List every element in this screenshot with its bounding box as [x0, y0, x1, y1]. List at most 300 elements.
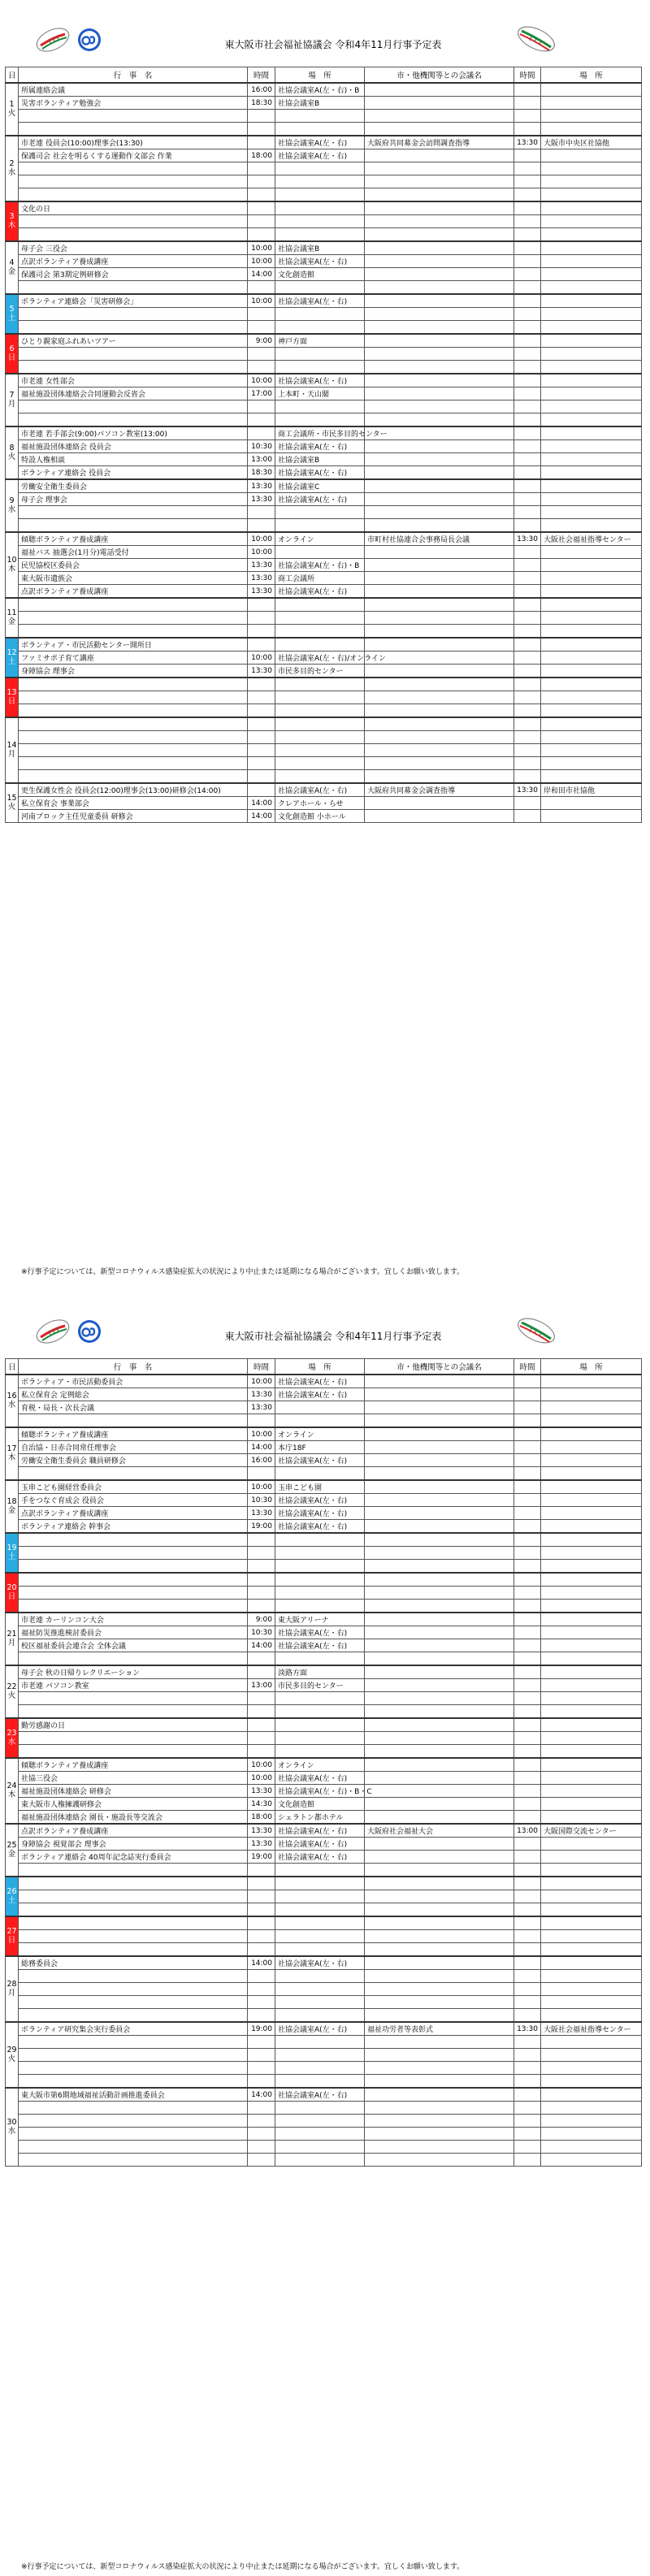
table-row [6, 1613, 642, 1626]
table-row [6, 123, 642, 136]
table-row [6, 110, 642, 123]
event-time: 19:00 [248, 1520, 275, 1534]
other-event-time [514, 479, 541, 493]
other-event-place [541, 1877, 642, 1890]
other-event-place [541, 731, 642, 744]
event-place: 文化創造館 小ホール [275, 810, 365, 823]
event-place: クレアホール・らせ [275, 797, 365, 810]
event-time: 18:30 [248, 97, 275, 110]
other-event-place [541, 294, 642, 308]
table-row [6, 1732, 642, 1745]
event-time [248, 691, 275, 704]
day-weekday: 水 [7, 1400, 16, 1409]
event-name [19, 2009, 248, 2023]
table-row [6, 1758, 642, 1772]
event-name [19, 215, 248, 228]
event-place: 社協会議室A(左・右) [275, 1824, 365, 1838]
other-event-place [541, 2009, 642, 2023]
other-event-name [365, 1851, 514, 1864]
event-name [19, 1930, 248, 1943]
table-row [6, 1877, 642, 1890]
day-number: 22 [6, 1682, 17, 1691]
event-time: 18:00 [248, 1811, 275, 1825]
event-time [248, 598, 275, 612]
other-event-place [541, 1772, 642, 1785]
table-row [6, 1824, 642, 1838]
event-place: 社協会議室A(左・右) [275, 466, 365, 480]
other-event-place [541, 1943, 642, 1957]
other-event-name [365, 770, 514, 784]
event-time: 10:30 [248, 1494, 275, 1507]
other-event-name [365, 255, 514, 268]
day-weekday: 木 [7, 564, 16, 574]
event-place: オンライン [275, 532, 365, 546]
header-other-event: 市・他機関等との会議名 [365, 1359, 514, 1375]
schedule-page-1 [0, 0, 650, 1276]
other-event-time [514, 453, 541, 466]
other-event-name [365, 2128, 514, 2141]
event-name [19, 2154, 248, 2167]
table-row [6, 2075, 642, 2089]
table-row [6, 255, 642, 268]
schedule-page-2 [0, 1292, 650, 2571]
day-cell [6, 334, 19, 374]
other-event-place [541, 1864, 642, 1877]
event-time: 10:00 [248, 1772, 275, 1785]
table-row [6, 1665, 642, 1679]
event-time [248, 400, 275, 413]
event-time [248, 678, 275, 691]
table-row [6, 665, 642, 678]
event-place [275, 228, 365, 242]
other-event-place [541, 1639, 642, 1652]
event-name [19, 625, 248, 639]
event-name: 更生保護女性会 役員会(12:00)理事会(13:00)研修会(14:00) [19, 783, 248, 797]
event-time [248, 2102, 275, 2115]
other-event-place [541, 1613, 642, 1626]
event-place [275, 2009, 365, 2023]
page-title: 東大阪市社会福祉協議会 令和4年11月行事予定表 [224, 39, 442, 50]
header-place: 場 所 [275, 67, 365, 84]
other-event-place [541, 2049, 642, 2062]
event-name [19, 717, 248, 731]
table-row [6, 493, 642, 506]
event-name: ボランティア・市民活動センター開所日 [19, 638, 248, 652]
event-place: 社協会議室A(左・右) [275, 1388, 365, 1401]
other-event-place [541, 1838, 642, 1851]
other-event-name [365, 1838, 514, 1851]
event-place: 社協会議室A(左・右)/オンライン [275, 652, 365, 665]
event-time [248, 638, 275, 652]
event-time [248, 228, 275, 242]
event-name: 東大阪市遺族会 [19, 572, 248, 585]
day-cell [6, 1533, 19, 1573]
other-event-name [365, 348, 514, 361]
event-time: 14:00 [248, 2088, 275, 2102]
event-time: 13:30 [248, 1838, 275, 1851]
other-event-place [541, 1520, 642, 1534]
other-event-time [514, 1718, 541, 1732]
event-name: 総務委員会 [19, 1956, 248, 1970]
event-place [275, 215, 365, 228]
table-row [6, 215, 642, 228]
other-event-time [514, 255, 541, 268]
rugby-ball-icon [512, 23, 561, 55]
day-cell [6, 1665, 19, 1718]
event-place: 社協会議室B [275, 97, 365, 110]
day-number: 2 [9, 158, 15, 168]
event-place [275, 638, 365, 652]
day-weekday: 木 [7, 220, 16, 230]
event-time [248, 1705, 275, 1719]
other-event-time [514, 1970, 541, 1983]
other-event-name [365, 1375, 514, 1388]
event-name [19, 1600, 248, 1613]
other-event-place [541, 691, 642, 704]
other-event-time [514, 188, 541, 202]
day-number: 8 [9, 443, 15, 452]
other-event-name [365, 1665, 514, 1679]
event-place [275, 1600, 365, 1613]
other-event-place [541, 810, 642, 823]
other-event-name [365, 1507, 514, 1520]
table-row [6, 188, 642, 202]
event-name: 労働安全衛生委員会 職員研修会 [19, 1454, 248, 1467]
table-row [6, 175, 642, 188]
event-time [248, 2115, 275, 2128]
other-event-place [541, 638, 642, 652]
other-event-name [365, 1970, 514, 1983]
other-event-time [514, 1916, 541, 1930]
table-row [6, 731, 642, 744]
day-weekday: 火 [7, 452, 16, 461]
table-row [6, 1547, 642, 1560]
other-event-time [514, 2049, 541, 2062]
other-event-name [365, 83, 514, 97]
table-row [6, 2115, 642, 2128]
table-row [6, 308, 642, 321]
other-event-time [514, 123, 541, 136]
other-event-place [541, 1718, 642, 1732]
event-place [275, 361, 365, 374]
day-number: 25 [6, 1840, 17, 1850]
event-name: 福祉施設団体連絡会 研修会 [19, 1785, 248, 1798]
event-time: 13:00 [248, 453, 275, 466]
table-row [6, 2141, 642, 2154]
event-place [275, 1718, 365, 1732]
other-event-name [365, 1983, 514, 1996]
other-event-name [365, 400, 514, 413]
other-event-name [365, 2102, 514, 2115]
event-time: 16:00 [248, 1454, 275, 1467]
other-event-time [514, 1454, 541, 1467]
table-row [6, 1375, 642, 1388]
event-time [248, 2036, 275, 2049]
day-cell [6, 2022, 19, 2088]
other-event-name [365, 413, 514, 427]
other-event-time [514, 572, 541, 585]
other-event-name [365, 479, 514, 493]
day-weekday: 土 [7, 656, 16, 666]
event-name [19, 281, 248, 295]
other-event-place: 岸和田市社協他 [541, 783, 642, 797]
event-place [275, 1414, 365, 1428]
other-event-name [365, 308, 514, 321]
day-cell [6, 532, 19, 598]
event-time [248, 215, 275, 228]
other-event-name [365, 717, 514, 731]
event-name: 自治協・日赤合同常任理事会 [19, 1441, 248, 1454]
other-event-name [365, 1943, 514, 1957]
event-time [248, 426, 275, 440]
other-event-place [541, 2102, 642, 2115]
other-event-name [365, 149, 514, 162]
day-number: 5 [9, 304, 15, 314]
day-cell [6, 598, 19, 638]
other-event-name [365, 1903, 514, 1917]
other-event-place [541, 1626, 642, 1639]
other-event-place [541, 188, 642, 202]
other-event-name: 大阪府共同募金会調査指導 [365, 783, 514, 797]
event-time [248, 1732, 275, 1745]
table-row [6, 1454, 642, 1467]
day-weekday: 月 [7, 1988, 16, 1998]
event-place: 社協会議室A(左・右) [275, 1639, 365, 1652]
other-event-time [514, 175, 541, 188]
other-event-time [514, 1772, 541, 1785]
event-time [248, 1745, 275, 1759]
day-cell [6, 1916, 19, 1956]
event-name: 校区福祉委員会連合会 全体会議 [19, 1639, 248, 1652]
event-time: 10:30 [248, 440, 275, 453]
table-row [6, 1996, 642, 2009]
other-event-name [365, 757, 514, 770]
event-name [19, 400, 248, 413]
day-number: 13 [6, 687, 17, 697]
event-name: 傾聴ボランティア養成講座 [19, 1427, 248, 1441]
table-row [6, 1745, 642, 1759]
other-event-place [541, 612, 642, 625]
other-event-time [514, 1388, 541, 1401]
day-cell [6, 717, 19, 783]
table-row [6, 1600, 642, 1613]
day-weekday: 日 [7, 353, 16, 362]
event-place: 社協会議室A(左・右) [275, 1956, 365, 1970]
event-name: 点訳ボランティア養成講座 [19, 255, 248, 268]
other-event-name [365, 453, 514, 466]
other-event-name [365, 559, 514, 572]
event-time [248, 717, 275, 731]
event-name [19, 598, 248, 612]
event-place [275, 1587, 365, 1600]
table-row [6, 426, 642, 440]
event-place [275, 757, 365, 770]
schedule-body [6, 83, 642, 823]
other-event-place [541, 1652, 642, 1666]
other-event-name [365, 506, 514, 519]
event-name [19, 2115, 248, 2128]
table-row [6, 1851, 642, 1864]
other-event-time [514, 1427, 541, 1441]
table-row [6, 149, 642, 162]
event-time: 13:30 [248, 665, 275, 678]
other-event-time [514, 1851, 541, 1864]
other-event-place [541, 519, 642, 533]
day-cell [6, 374, 19, 426]
table-row [6, 334, 642, 348]
table-row [6, 638, 642, 652]
event-place [275, 1560, 365, 1574]
event-place [275, 308, 365, 321]
event-name: 東大阪市人権擁護研修会 [19, 1798, 248, 1811]
footnote: ※行事予定については、新型コロナウィルス感染症拡大の状況により中止または延期になる場合がございます。宜しくお願い致します。 [21, 1268, 465, 1276]
event-place: 社協会議室A(左・右) [275, 2022, 365, 2036]
other-event-time [514, 387, 541, 400]
other-event-name [365, 1772, 514, 1785]
other-event-name: 市町村社協連合会事務局長会議 [365, 532, 514, 546]
table-row [6, 1970, 642, 1983]
other-event-time [514, 1785, 541, 1798]
event-name: 母子会 三役会 [19, 241, 248, 255]
other-event-time [514, 1732, 541, 1745]
event-name: 福祉防災推進検討委員会 [19, 1626, 248, 1639]
rugby-ball-icon [512, 1314, 561, 1347]
other-event-place [541, 572, 642, 585]
other-event-place [541, 1600, 642, 1613]
event-name: 保護司会 社会を明るくする運動作文部会 作業 [19, 149, 248, 162]
table-row [6, 1507, 642, 1520]
other-event-place [541, 2115, 642, 2128]
other-event-name [365, 678, 514, 691]
other-event-time [514, 1613, 541, 1626]
other-event-place [541, 1573, 642, 1587]
event-name [19, 704, 248, 718]
event-name [19, 321, 248, 335]
event-name: 福祉施設団体連絡会 役員会 [19, 440, 248, 453]
other-event-time [514, 1890, 541, 1903]
day-number: 26 [6, 1886, 17, 1896]
event-time: 13:00 [248, 1679, 275, 1692]
day-cell [6, 294, 19, 334]
event-time: 10:00 [248, 374, 275, 387]
day-weekday: 日 [7, 1935, 16, 1945]
footnote: ※行事予定については、新型コロナウィルス感染症拡大の状況により中止または延期になる場合がございます。宜しくお願い致します。 [21, 2563, 465, 2571]
other-event-name [365, 1758, 514, 1772]
event-name: 市老連 パソコン教室 [19, 1679, 248, 1692]
event-place [275, 123, 365, 136]
day-cell [6, 1613, 19, 1665]
other-event-time [514, 1956, 541, 1970]
other-event-name [365, 2154, 514, 2167]
table-row [6, 783, 642, 797]
other-event-place [541, 2062, 642, 2075]
other-event-time [514, 1639, 541, 1652]
table-row [6, 1916, 642, 1930]
event-name [19, 110, 248, 123]
event-place [275, 2075, 365, 2089]
table-row [6, 2102, 642, 2115]
other-event-time [514, 691, 541, 704]
other-event-place [541, 479, 642, 493]
day-number: 12 [6, 647, 17, 657]
event-name [19, 2141, 248, 2154]
event-name: 福祉バス 抽選会(1月分)電話受付 [19, 546, 248, 559]
event-place: 上本町・天山閣 [275, 387, 365, 400]
other-event-name [365, 2049, 514, 2062]
other-event-name [365, 1732, 514, 1745]
event-time: 14:00 [248, 268, 275, 281]
day-cell [6, 1718, 19, 1758]
table-row [6, 228, 642, 242]
other-event-place [541, 744, 642, 757]
day-number: 6 [9, 344, 15, 353]
other-event-place [541, 175, 642, 188]
other-event-time [514, 149, 541, 162]
other-event-place [541, 1903, 642, 1917]
other-event-time [514, 413, 541, 427]
event-place: 社協会議室A(左・右) [275, 783, 365, 797]
event-name [19, 361, 248, 374]
event-time [248, 2009, 275, 2023]
other-event-place [541, 1375, 642, 1388]
other-event-name [365, 2036, 514, 2049]
other-event-name [365, 519, 514, 533]
event-place: 神戸方面 [275, 334, 365, 348]
other-event-time [514, 1441, 541, 1454]
other-event-time [514, 201, 541, 215]
table-row [6, 348, 642, 361]
other-event-place [541, 215, 642, 228]
event-place [275, 1732, 365, 1745]
event-place: 社協会議室C [275, 479, 365, 493]
event-place: 社協会議室A(左・右) [275, 255, 365, 268]
event-place [275, 2115, 365, 2128]
event-time [248, 175, 275, 188]
event-time [248, 1587, 275, 1600]
event-place [275, 506, 365, 519]
other-event-time [514, 308, 541, 321]
other-event-name [365, 1785, 514, 1798]
table-row [6, 400, 642, 413]
day-number: 17 [6, 1444, 17, 1453]
other-event-name [365, 638, 514, 652]
day-weekday: 水 [7, 504, 16, 514]
other-event-name [365, 1652, 514, 1666]
other-event-time [514, 1480, 541, 1494]
event-time: 14:00 [248, 1956, 275, 1970]
day-weekday: 土 [7, 1552, 16, 1561]
table-header-row [6, 67, 642, 84]
event-time: 18:00 [248, 149, 275, 162]
table-row [6, 1943, 642, 1957]
day-weekday: 火 [7, 2054, 16, 2063]
other-event-time [514, 1877, 541, 1890]
table-row [6, 1679, 642, 1692]
table-row [6, 519, 642, 533]
other-event-time [514, 2062, 541, 2075]
event-name: 母子会 秋の日帰りレクリエーション [19, 1665, 248, 1679]
event-name [19, 175, 248, 188]
other-event-place [541, 453, 642, 466]
table-row [6, 479, 642, 493]
other-event-name [365, 731, 514, 744]
other-event-name [365, 2088, 514, 2102]
other-event-time [514, 2115, 541, 2128]
event-time: 13:30 [248, 493, 275, 506]
other-event-place: 大阪国際交流センター [541, 1824, 642, 1838]
event-place [275, 1467, 365, 1481]
event-name: ボランティア連絡会「災害研修会」 [19, 294, 248, 308]
